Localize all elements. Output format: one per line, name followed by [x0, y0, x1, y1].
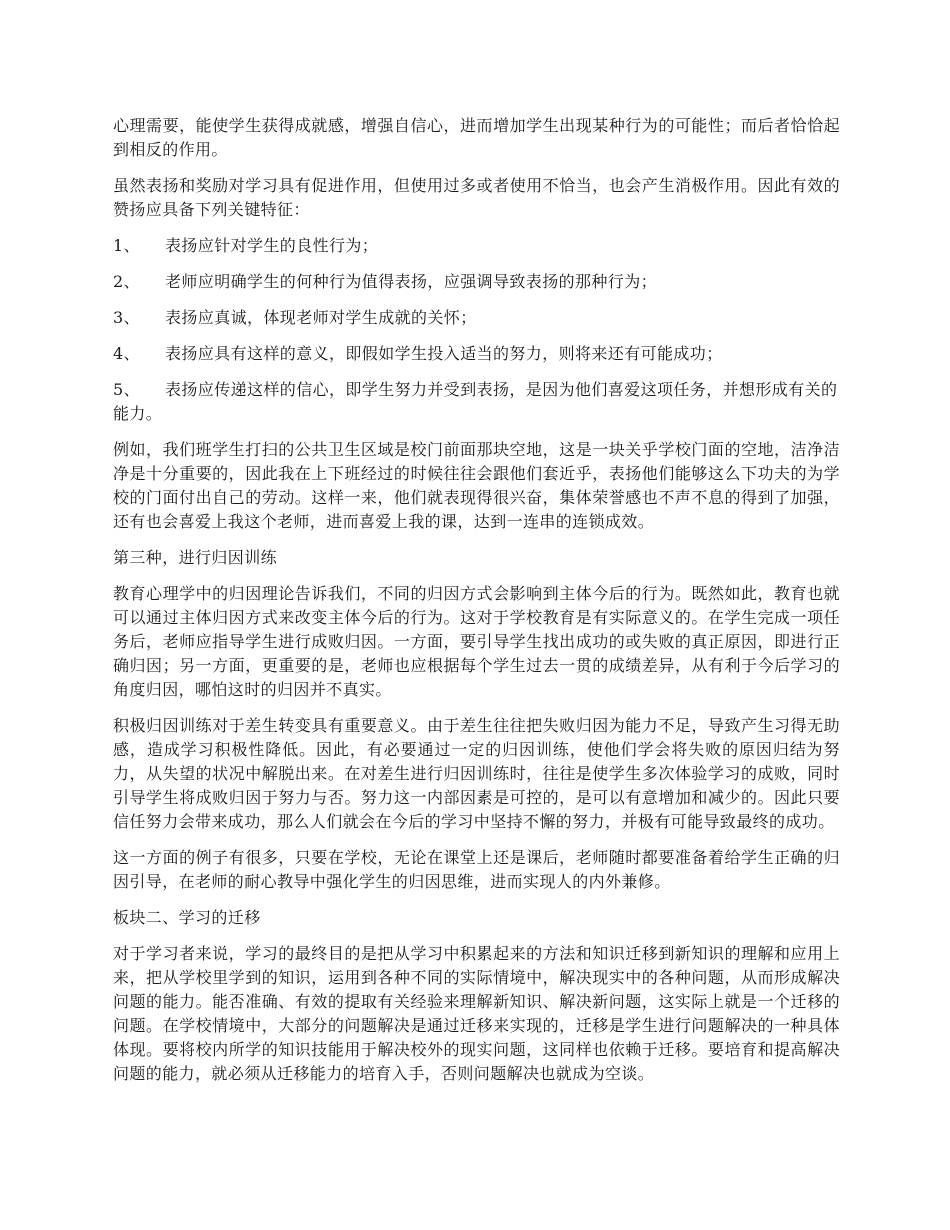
list-item-number: 5、: [113, 380, 140, 399]
paragraph-attribution-examples: 这一方面的例子有很多，只要在学校，无论在课堂上还是课后，老师随时都要准备着给学生正确的归因引导，在老师的耐心教导中强化学生的归因思维，进而实现人的内外兼修。: [113, 848, 840, 891]
list-item: [113, 270, 840, 294]
list-item-text: 表扬应真诚，体现老师对学生成就的关怀；: [165, 308, 477, 327]
list-item: [113, 234, 840, 258]
list-item-text: 表扬应传递这样的信心，即学生努力并受到表扬，是因为他们喜爱这项任务，并想形成有关的能力。: [113, 380, 838, 423]
list-item: [113, 306, 840, 330]
list-item-number: 4、: [113, 344, 140, 363]
paragraph-learning-transfer: 对于学习者来说，学习的最终目的是把从学习中积累起来的方法和知识迁移到新知识的理解和应用上来，把从学校里学到的知识，运用到各种不同的实际情境中，解决现实中的各种问题，从而形成解决问题的能力。能否准确、有效的提取有关经验来理解新知识、解决新问题，这实际上就是一个迁移的问题。在学校情境中，大部分的问题解决是通过迁移来实现的，迁移是学生进行问题解决的一种具体体现。要将校内所学的知识技能用于解决校外的现实问题，这同样也依赖于迁移。要培育和提高解决问题的能力，就必须从迁移能力的培育入手，否则问题解决也就成为空谈。: [113, 944, 840, 1083]
paragraph-intro-continuation: 心理需要，能使学生获得成就感，增强自信心，进而增加学生出现某种行为的可能性；而后者恰恰起到相反的作用。: [113, 116, 840, 159]
paragraph-attribution-theory: 教育心理学中的归因理论告诉我们，不同的归因方式会影响到主体今后的行为。既然如此，教育也就可以通过主体归因方式来改变主体今后的行为。这对于学校教育是有实际意义的。在学生完成一项任务后，老师应指导学生进行成败归因。一方面，要引导学生找出成功的或失败的真正原因，即进行正确归因；另一方面，更重要的是，老师也应根据每个学生过去一贯的成绩差异，从有利于今后学习的角度归因，哪怕这时的归因并不真实。: [113, 584, 840, 699]
list-item-number: 1、: [113, 236, 140, 255]
paragraph-praise-features: 虽然表扬和奖励对学习具有促进作用，但使用过多或者使用不恰当，也会产生消极作用。因此有效的赞扬应具备下列关键特征：: [113, 176, 840, 219]
paragraph-example: 例如，我们班学生打扫的公共卫生区域是校门前面那块空地，这是一块关乎学校门面的空地，洁净洁净是十分重要的，因此我在上下班经过的时候往往会跟他们套近乎，表扬他们能够这么下功夫的为学校的门面付出自己的劳动。这样一来，他们就表现得很兴奋，集体荣誉感也不声不息的得到了加强，还有也会喜爱上我这个老师，进而喜爱上我的课，达到一连串的连锁成效。: [113, 440, 840, 531]
list-item-text: 老师应明确学生的何种行为值得表扬，应强调导致表扬的那种行为；: [165, 272, 658, 291]
list-item-number: 2、: [113, 272, 140, 291]
section-heading-attribution: 第三种，进行归因训练: [113, 548, 278, 567]
list-item: [113, 342, 840, 366]
list-item-number: 3、: [113, 308, 140, 327]
list-item-text: 表扬应具有这样的意义，即假如学生投入适当的努力，则将来还有可能成功；: [165, 344, 723, 363]
section-heading-transfer: 板块二、学习的迁移: [113, 908, 261, 927]
paragraph-attribution-training: 积极归因训练对于差生转变具有重要意义。由于差生往往把失败归因为能力不足，导致产生习得无助感，造成学习积极性降低。因此，有必要通过一定的归因训练，使他们学会将失败的原因归结为努力，从失望的状况中解脱出来。在对差生进行归因训练时，往往是使学生多次体验学习的成败，同时引导学生将成败归因于努力与否。努力这一内部因素是可控的，是可以有意增加和减少的。因此只要信任努力会带来成功，那么人们就会在今后的学习中坚持不懈的努力，并极有可能导致最终的成功。: [113, 716, 840, 831]
list-item: [113, 378, 840, 426]
list-item-text: 表扬应针对学生的良性行为；: [165, 236, 379, 255]
